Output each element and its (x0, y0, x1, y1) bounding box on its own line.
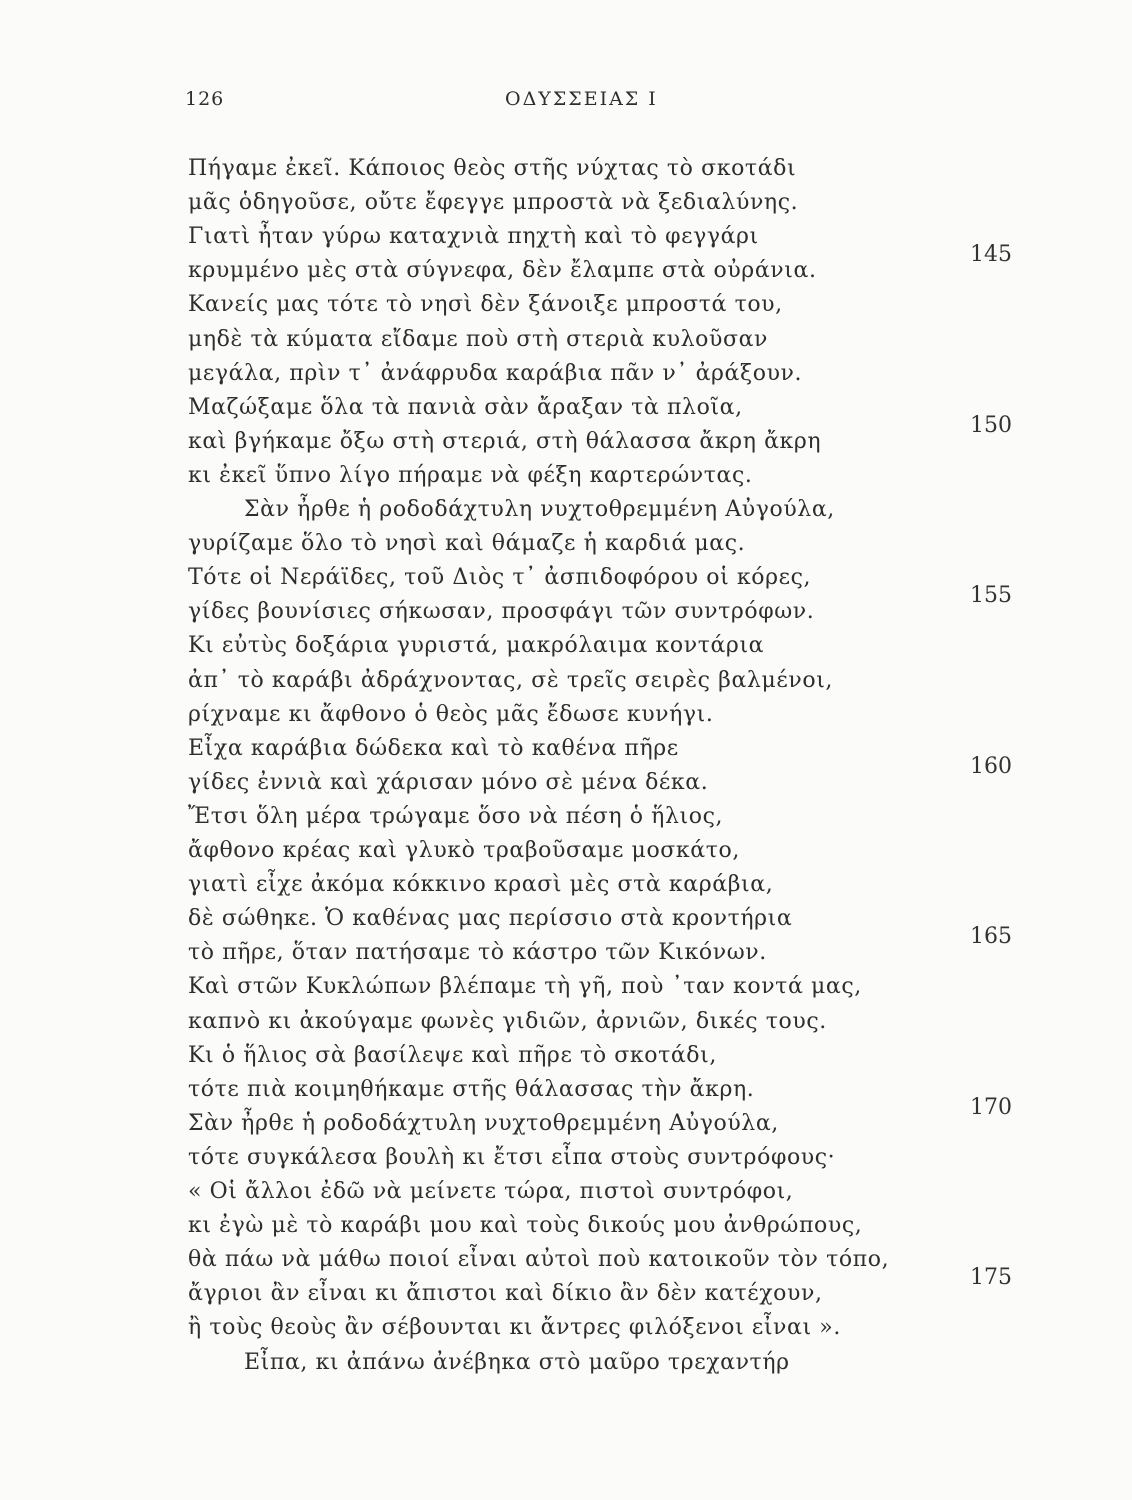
verse-line: ἄφθονο κρέας καὶ γλυκὸ τραβοῦσαμε μοσκάτο, (188, 838, 740, 863)
verse-line: κι ἐκεῖ ὕπνο λίγο πήραμε νὰ φέξη καρτερώντας. (188, 462, 753, 488)
line-number: 175 (970, 1265, 1012, 1291)
verse-line: ρίχναμε κι ἄφθονο ὁ θεὸς μᾶς ἔδωσε κυνήγι. (188, 701, 714, 727)
verse-line: Τότε οἱ Νεράϊδες, τοῦ Διὸς τ᾽ ἀσπιδοφόρου οἱ κόρες, (188, 565, 812, 591)
verse-line: Εἶπα, κι ἀπάνω ἀνέβηκα στὸ μαῦρο τρεχαντήρ (244, 1349, 790, 1375)
verse-line: μᾶς ὁδηγοῦσε, οὔτε ἔφεγγε μπροστὰ νὰ ξεδιαλύνης. (188, 190, 799, 216)
verse-line: μεγάλα, πρὶν τ᾽ ἀνάφρυδα καράβια πᾶν ν᾽ ἀράξουν. (188, 360, 803, 386)
verse-line: καὶ βγήκαμε ὄξω στὴ στεριά, στὴ θάλασσα ἄκρη ἄκρη (188, 428, 822, 454)
verse-line: « Οἱ ἄλλοι ἐδῶ νὰ μείνετε τώρα, πιστοὶ συντρόφοι, (188, 1179, 794, 1204)
verse-line: Κανείς μας τότε τὸ νησὶ δὲν ξάνοιξε μπροστά του, (188, 292, 783, 318)
verse-line: Σὰν ἦρθε ἡ ροδοδάχτυλη νυχτοθρεμμένη Αὐγούλα, (188, 1110, 779, 1136)
verse-line: τότε συγκάλεσα βουλὴ κι ἔτσι εἶπα στοὺς συντρόφους· (188, 1144, 836, 1170)
verse-line: Κι ὁ ἥλιος σὰ βασίλεψε καὶ πῆρε τὸ σκοτάδι, (188, 1042, 717, 1068)
verse-line: Εἶχα καράβια δώδεκα καὶ τὸ καθένα πῆρε (188, 735, 679, 761)
verse-line: τὸ πῆρε, ὅταν πατήσαμε τὸ κάστρο τῶν Κικόνων. (188, 940, 767, 966)
verse-line: ἄγριοι ἂν εἶναι κι ἄπιστοι καὶ δίκιο ἂν δὲν κατέχουν, (188, 1281, 823, 1307)
verse-line: Πήγαμε ἐκεῖ. Κάποιος θεὸς στῆς νύχτας τὸ σκοτάδι (188, 156, 797, 181)
verse-line: καπνὸ κι ἀκούγαμε φωνὲς γιδιῶν, ἀρνιῶν, δικές τους. (188, 1008, 827, 1034)
verse-line: γίδες βουνίσιες σήκωσαν, προσφάγι τῶν συντρόφων. (188, 599, 815, 625)
verse-line: Καὶ στῶν Κυκλώπων βλέπαμε τὴ γῆ, ποὺ ᾽ταν κοντά μας, (188, 974, 862, 1000)
verse-line: γίδες ἐννιὰ καὶ χάρισαν μόνο σὲ μένα δέκα. (188, 769, 709, 795)
verse-line: δὲ σώθηκε. Ὁ καθένας μας περίσσιο στὰ κροντήρια (188, 906, 793, 932)
line-number: 155 (970, 583, 1012, 609)
page-header (185, 88, 945, 118)
verse-line: Κι εὐτὺς δοξάρια γυριστά, μακρόλαιμα κοντάρια (188, 633, 765, 659)
verse-line: μηδὲ τὰ κύματα εἴδαμε ποὺ στὴ στεριὰ κυλοῦσαν (188, 326, 769, 352)
verse-line: γυρίζαμε ὅλο τὸ νησὶ καὶ θάμαζε ἡ καρδιά μας. (188, 531, 746, 557)
verse-line: κρυμμένο μὲς στὰ σύγνεφα, δὲν ἔλαμπε στὰ οὐράνια. (188, 258, 817, 284)
verse-line: Μαζώξαμε ὅλα τὰ πανιὰ σὰν ἄραξαν τὰ πλοῖα, (188, 394, 743, 420)
line-number: 150 (970, 412, 1012, 438)
verse-line: Γιατὶ ἦταν γύρω καταχνιὰ πηχτὴ καὶ τὸ φεγγάρι (188, 224, 759, 250)
line-number: 145 (970, 242, 1012, 268)
verse-line: κι ἐγὼ μὲ τὸ καράβι μου καὶ τοὺς δικούς μου ἀνθρώπους, (188, 1213, 863, 1239)
line-number: 160 (970, 753, 1012, 779)
verse-line: ἢ τοὺς θεοὺς ἂν σέβουνται κι ἄντρες φιλόξενοι εἶναι ». (188, 1315, 841, 1341)
verse-line: Σὰν ἦρθε ἡ ροδοδάχτυλη νυχτοθρεμμένη Αὐγούλα, (244, 497, 835, 522)
verse-line: γιατὶ εἶχε ἀκόμα κόκκινο κρασὶ μὲς στὰ καράβια, (188, 872, 774, 898)
verse-line: ἀπ᾽ τὸ καράβι ἀδράχνοντας, σὲ τρεῖς σειρὲς βαλμένοι, (188, 667, 834, 693)
line-number: 170 (970, 1094, 1012, 1120)
running-head: ΟΔΥΣΣΕΙΑΣ Ι (505, 88, 658, 110)
verse-line: τότε πιὰ κοιμηθήκαμε στῆς θάλασσας τὴν ἄκρη. (188, 1076, 755, 1102)
line-number: 165 (970, 924, 1012, 950)
verse-line: Ἔτσι ὅλη μέρα τρώγαμε ὅσο νὰ πέση ὁ ἥλιος, (188, 803, 724, 829)
page-number: 126 (185, 88, 225, 110)
verse-line: θὰ πάω νὰ μάθω ποιοί εἶναι αὐτοὶ ποὺ κατοικοῦν τὸν τόπο, (188, 1247, 890, 1273)
